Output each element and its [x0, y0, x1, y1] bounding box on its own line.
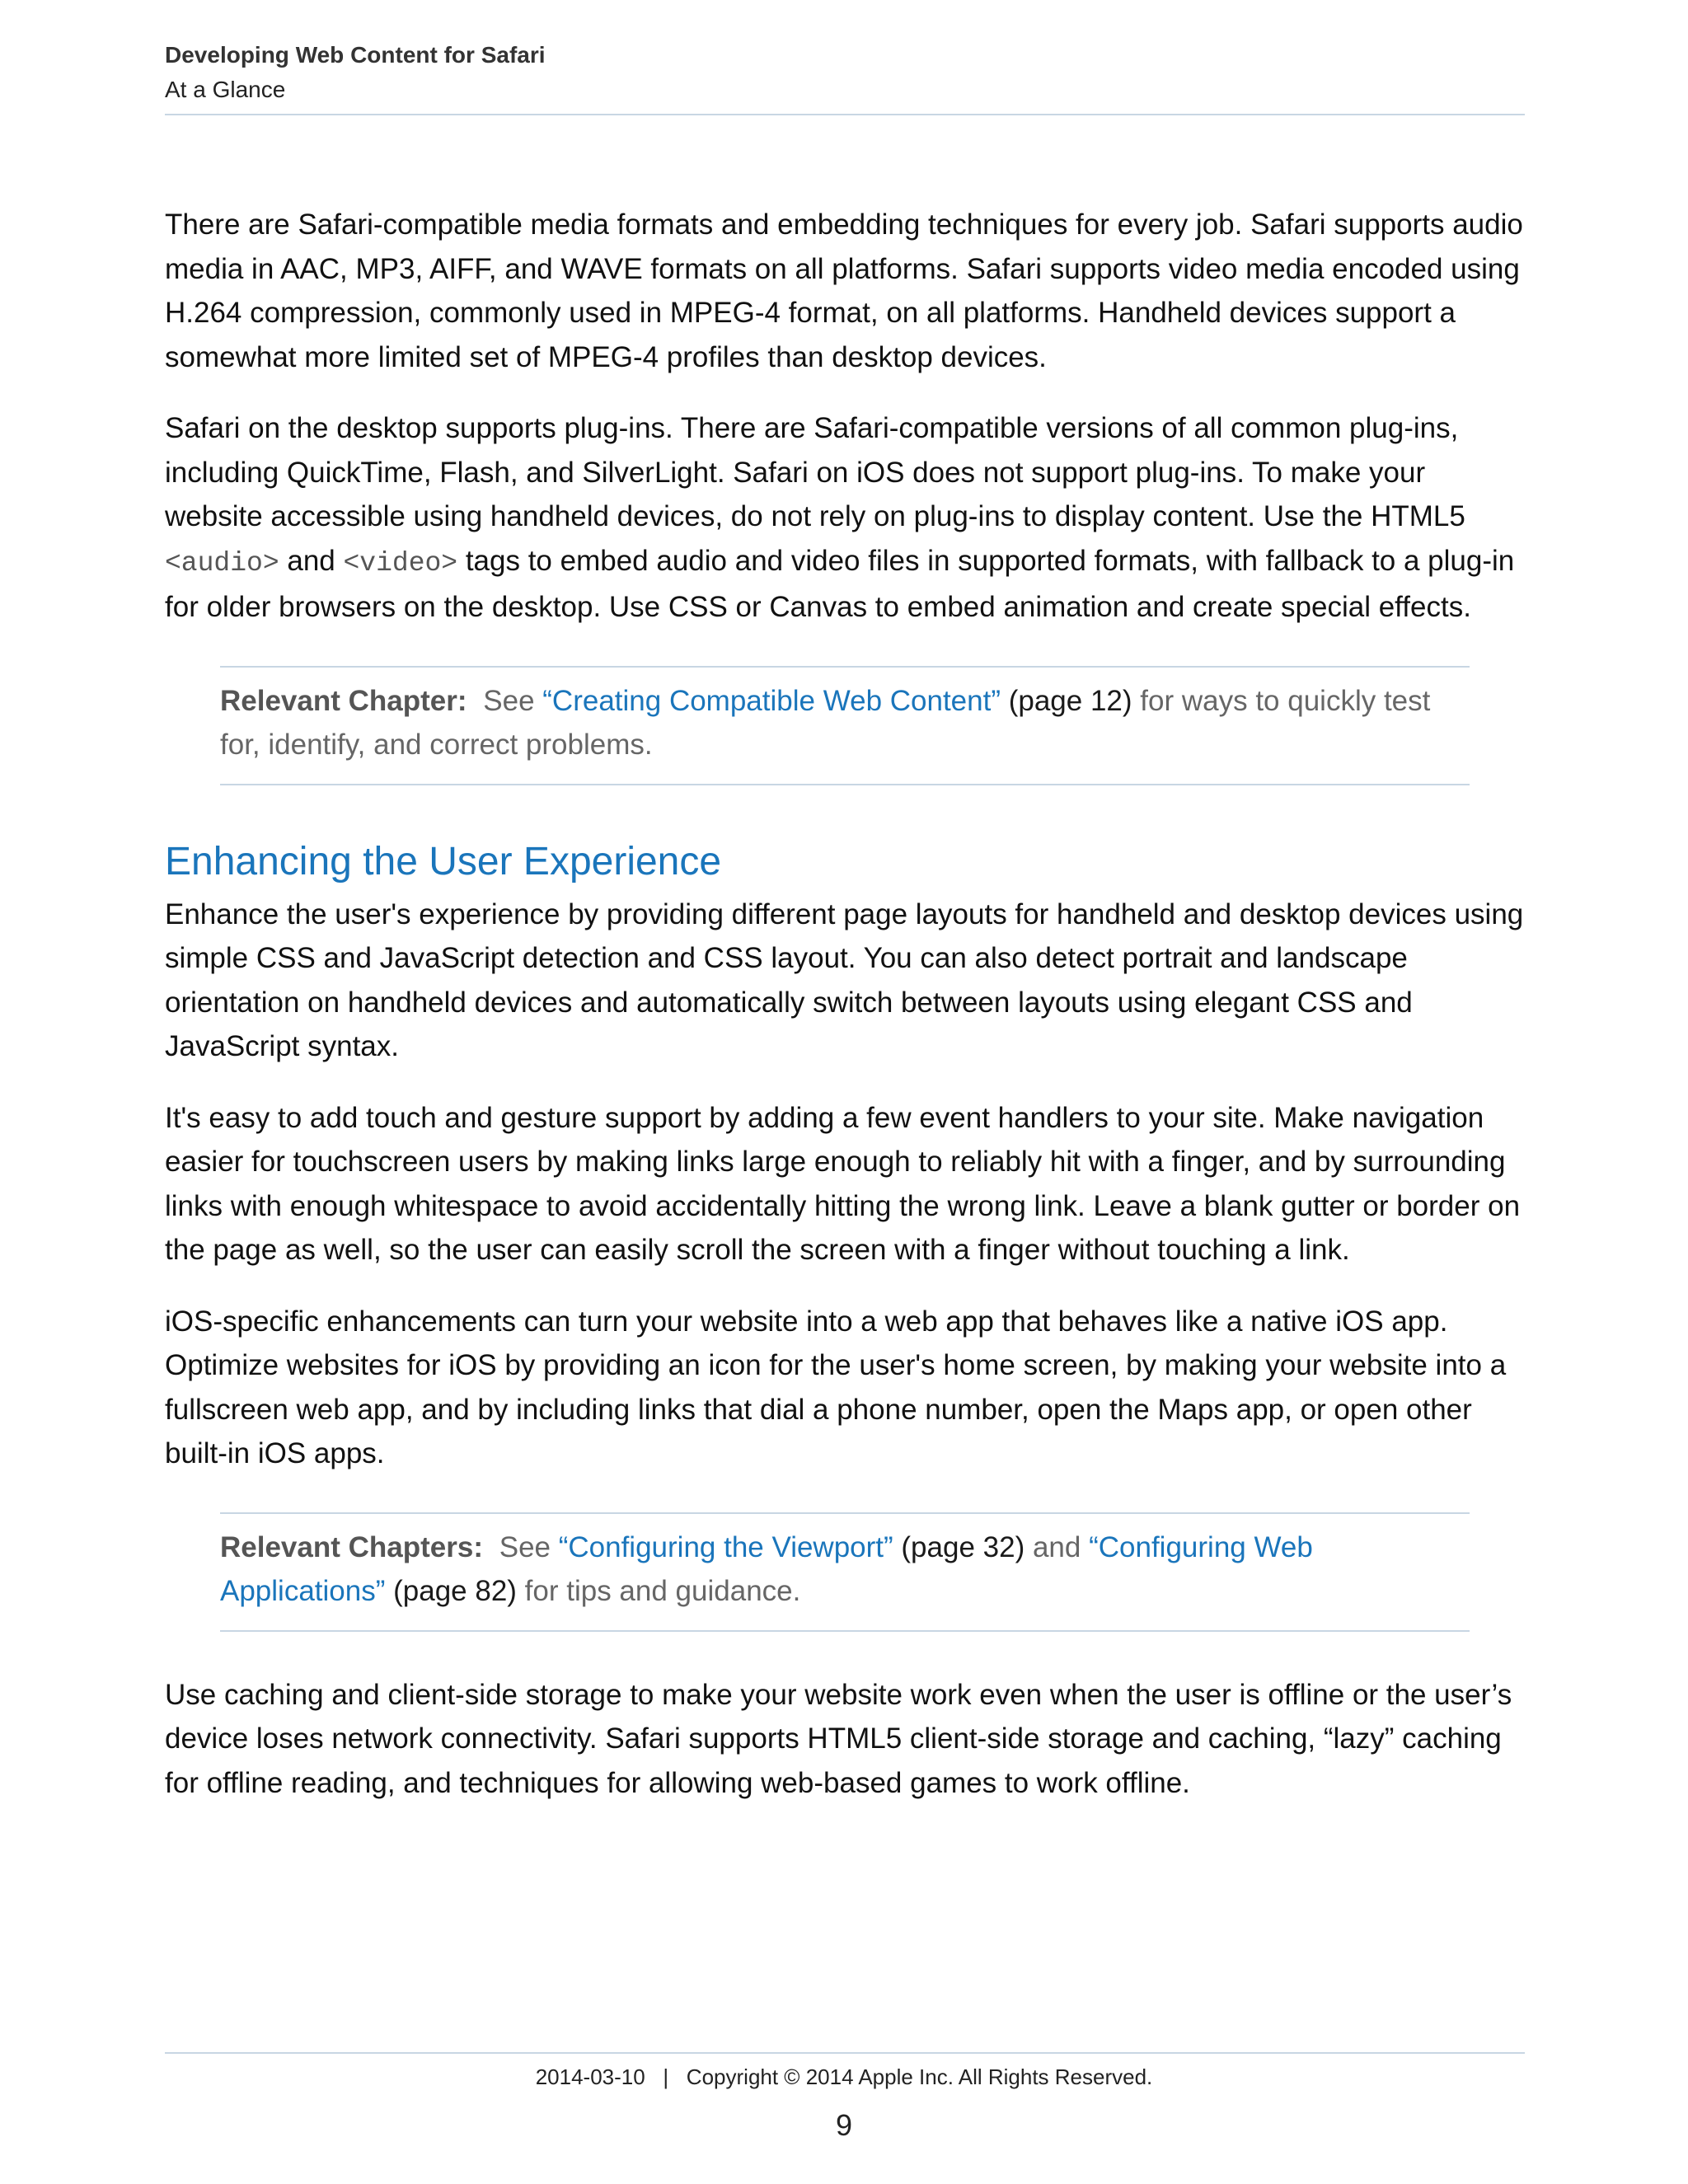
page-number: 9	[835, 2108, 853, 2142]
relevant-chapter-note	[220, 666, 1470, 785]
running-header	[165, 38, 1525, 107]
page-content	[165, 203, 1525, 1832]
chapter-title: At a Glance	[165, 77, 286, 102]
paragraph-layouts: Enhance the user's experience by providing different page layouts for handheld and desktop devices using simple CSS and JavaScript detection and CSS layout. You can also detect portrait and landscape orientation on handheld devices and automatically switch between layouts using elegant CSS and JavaScript syntax.	[165, 898, 1524, 1062]
note-page-ref-1: (page 32)	[893, 1530, 1025, 1563]
link-configuring-web-applications[interactable]: “Configuring Web Applications”	[220, 1530, 1313, 1607]
note-see: See	[483, 684, 543, 717]
paragraph-ios: iOS-specific enhancements can turn your website into a web app that behaves like a native iOS app. Optimize websites for iOS by providing an icon for the user's home screen, by making your website into a fullscreen web app, and by including links that dial a phone number, open the Maps app, or open other built-in iOS apps.	[165, 1305, 1507, 1469]
paragraph-touch: It's easy to add touch and gesture support by adding a few event handlers to your site. Make navigation easier for touchscreen users by making links large enough to reliably hit with a finger, and by surrounding links with enough whitespace to avoid accidentally hitting the wrong link. Leave a blank gutter or border on the page as well, so the user can easily scroll the screen with a finger without touching a link.	[165, 1101, 1521, 1266]
note-label: Relevant Chapters:	[220, 1530, 483, 1563]
book-title: Developing Web Content for Safari	[165, 42, 546, 68]
footer-copyright: 2014-03-10 | Copyright © 2014 Apple Inc. All Rights Reserved.	[535, 2064, 1153, 2089]
paragraph-plugins	[165, 406, 1525, 630]
footer-divider	[165, 2052, 1525, 2054]
paragraph-plugins-text-2: and	[279, 544, 344, 577]
note-and: and	[1025, 1530, 1090, 1563]
note-rest: for tips and guidance.	[516, 1575, 801, 1607]
link-configuring-viewport[interactable]: “Configuring the Viewport”	[558, 1530, 893, 1563]
paragraph-caching: Use caching and client-side storage to make your website work even when the user is offline or the user’s device loses network connectivity. Safari supports HTML5 client-side storage and caching, “lazy” caching for offline reading, and techniques for allowing web-based games to work offline.	[165, 1678, 1512, 1799]
paragraph-media-formats: There are Safari-compatible media formats and embedding techniques for every job. Safari supports audio media in AAC, MP3, AIFF, and WAVE formats on all platforms. Safari supports video media encoded using H.264 compression, commonly used in MPEG-4 format, on all platforms. Handheld devices support a somewhat more limited set of MPEG-4 profiles than desktop devices.	[165, 209, 1523, 373]
note-page-ref: (page 12)	[1001, 684, 1132, 717]
header-divider	[165, 114, 1525, 115]
note-label: Relevant Chapter:	[220, 684, 467, 717]
link-creating-compatible-web-content[interactable]: “Creating Compatible Web Content”	[542, 684, 1001, 717]
relevant-chapters-note	[220, 1512, 1470, 1632]
section-heading: Enhancing the User Experience	[165, 839, 722, 883]
paragraph-plugins-text-3: tags to embed audio and video files in supported formats, with fallback to a plug-in for older browsers on the desktop. Use CSS or Canvas to embed animation and create special effects.	[165, 544, 1515, 623]
code-audio-tag: <audio>	[165, 547, 279, 579]
note-see: See	[499, 1530, 559, 1563]
note-page-ref-2: (page 82)	[385, 1575, 517, 1607]
paragraph-plugins-text-1: Safari on the desktop supports plug-ins. There are Safari-compatible versions of all common plug-ins, including QuickTime, Flash, and SilverLight. Safari on iOS does not support plug-ins. To make your website accessible using handheld devices, do not rely on plug-ins to display content. Use the HTML5	[165, 412, 1465, 532]
code-video-tag: <video>	[343, 547, 458, 579]
note-rest: for ways to quickly test for, identify, and correct problems.	[220, 684, 1431, 761]
